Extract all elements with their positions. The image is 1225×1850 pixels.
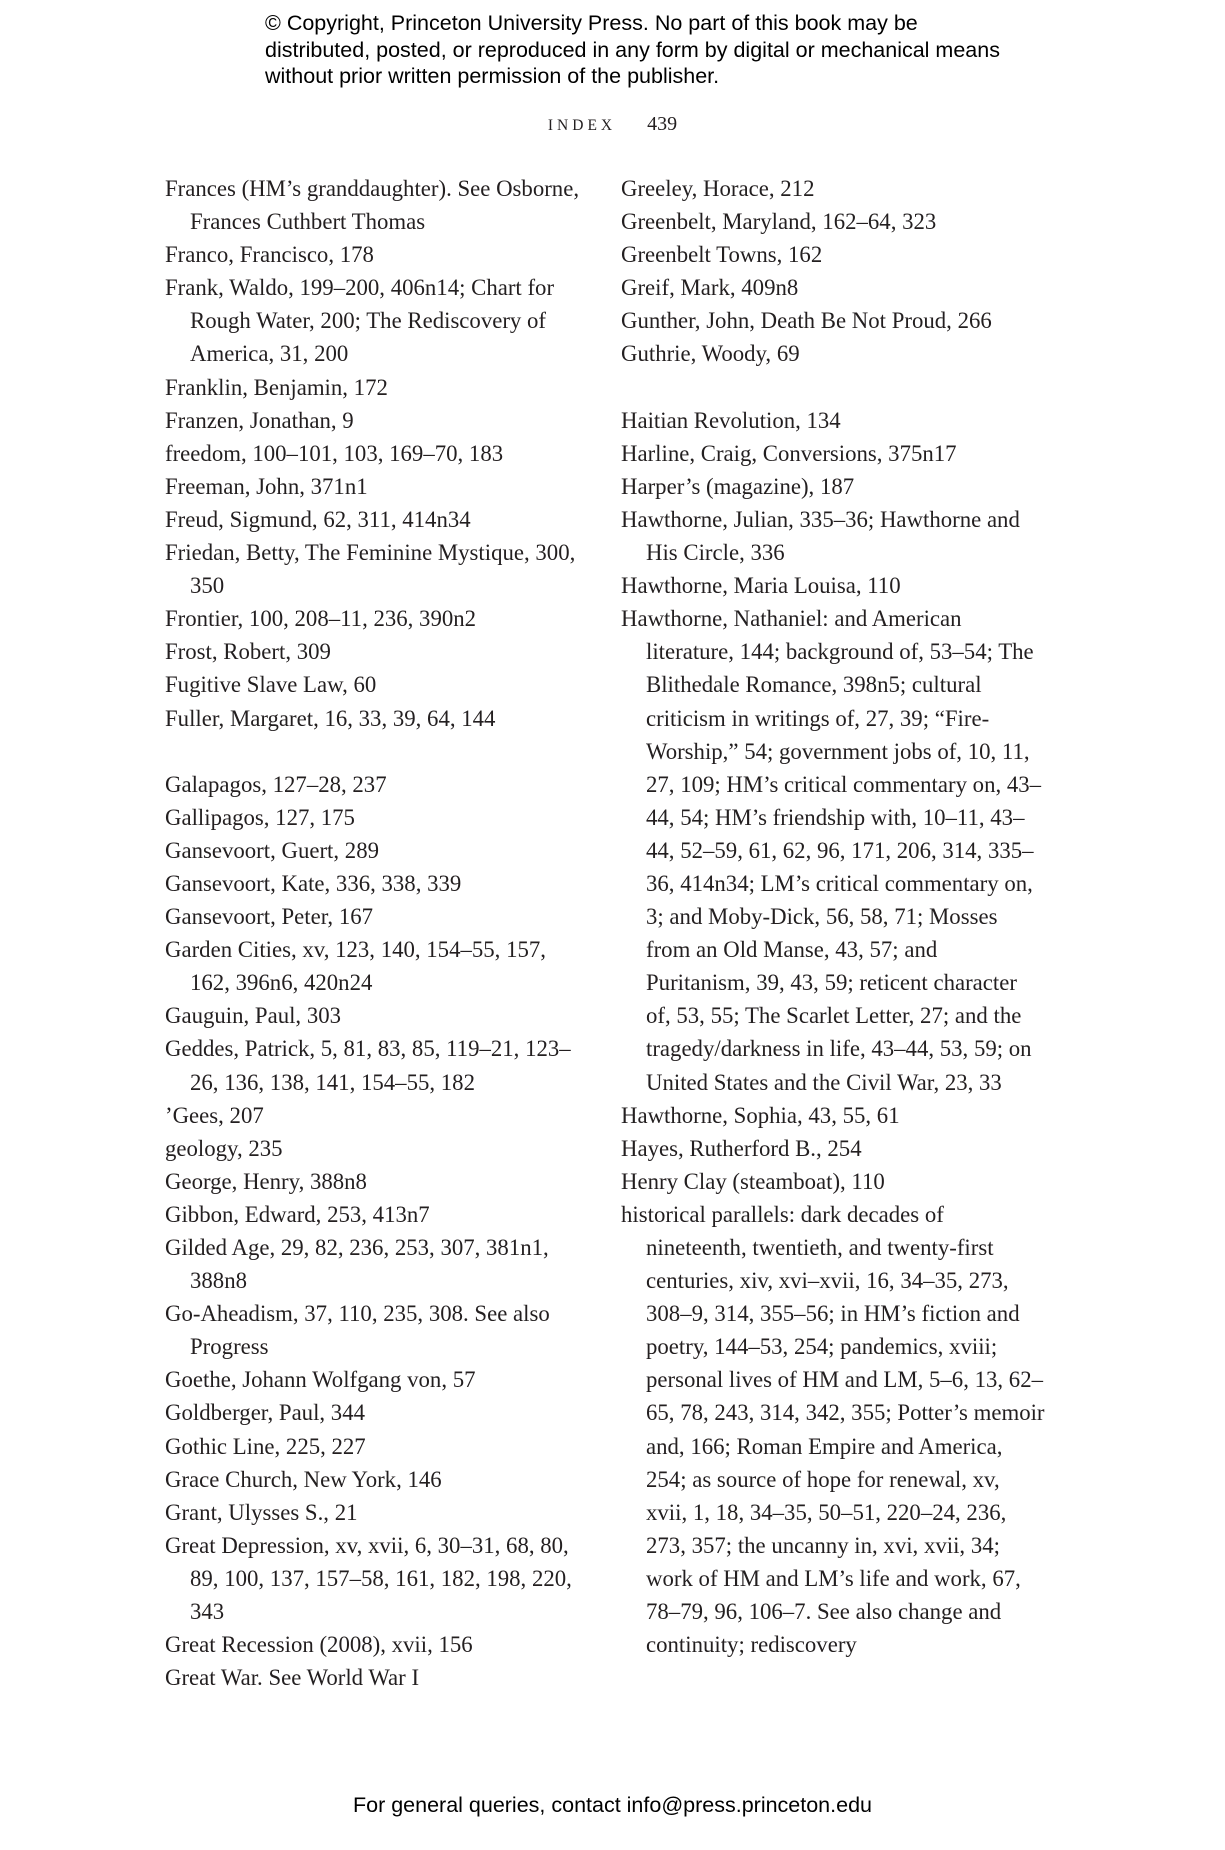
index-entry: Franco, Francisco, 178 [165, 242, 374, 268]
index-entry: Friedan, Betty, The Feminine Mystique, 300, 350 [165, 540, 576, 599]
index-entry: Geddes, Patrick, 5, 81, 83, 85, 119–21, 123–26, 136, 138, 141, 154–55, 182 [165, 1036, 571, 1095]
index-entry: Haitian Revolution, 134 [621, 407, 841, 433]
index-entry: Harline, Craig, Conversions, 375n17 [621, 440, 957, 466]
index-column-left [165, 172, 585, 1694]
index-entry: Greif, Mark, 409n8 [621, 275, 799, 301]
running-head [0, 113, 1225, 136]
letter-group-gap [621, 371, 1046, 404]
index-column-right [621, 172, 1046, 1661]
index-entry: Gunther, John, Death Be Not Proud, 266 [621, 308, 992, 334]
index-entry: Grant, Ulysses S., 21 [165, 1499, 358, 1525]
index-entry: Garden Cities, xv, 123, 140, 154–55, 157, 162, 396n6, 420n24 [165, 937, 546, 996]
index-entry: Gauguin, Paul, 303 [165, 1003, 342, 1029]
index-entry: Frost, Robert, 309 [165, 639, 331, 665]
index-entry: Fugitive Slave Law, 60 [165, 672, 377, 698]
copyright-notice: © Copyright, Princeton University Press. No part of this book may be distributed, posted, or reproduced in any form by digital or mechanical means without prior written permission of the publisher. [265, 11, 1000, 88]
index-entry: Gansevoort, Kate, 336, 338, 339 [165, 870, 462, 896]
letter-group-gap [165, 735, 585, 768]
index-entry: historical parallels: dark decades of nineteenth, twentieth, and twenty-first centuries, xiv, xvi–xvii, 16, 34–35, 273, 308–9, 314, 355–56; in HM’s fiction and poetry, 144–53, 254; pandemics, xviii; personal lives of HM and LM, 5–6, 13, 62–65, 78, 243, 314, 342, 355; Potter’s memoir and, 166; Roman Empire and America, 254; as source of hope for renewal, xv, xvii, 1, 18, 34–35, 50–51, 220–24, 236, 273, 357; the uncanny in, xvi, xvii, 34; work of HM and LM’s life and work, 67, 78–79, 96, 106–7. See also change and continuity; rediscovery [621, 1201, 1045, 1658]
index-entry: Harper’s (magazine), 187 [621, 473, 855, 499]
index-entry: Freud, Sigmund, 62, 311, 414n34 [165, 506, 471, 532]
index-entry: Greenbelt Towns, 162 [621, 242, 823, 268]
index-entry: Greeley, Horace, 212 [621, 176, 815, 201]
index-entry: Frances (HM’s granddaughter). See Osborne, Frances Cuthbert Thomas [165, 176, 580, 235]
index-entry: ’Gees, 207 [165, 1102, 264, 1128]
footer-contact: For general queries, contact info@press.princeton.edu [352, 1793, 872, 1817]
running-head-label: INDEX [547, 117, 617, 134]
index-entry: Galapagos, 127–28, 237 [165, 771, 387, 797]
index-entry: Goldberger, Paul, 344 [165, 1400, 366, 1426]
index-entry: Gansevoort, Peter, 167 [165, 904, 374, 930]
index-entry: Gallipagos, 127, 175 [165, 804, 355, 830]
index-entry: Great Recession (2008), xvii, 156 [165, 1632, 473, 1658]
index-entry: Frontier, 100, 208–11, 236, 390n2 [165, 606, 477, 632]
index-entry: Hawthorne, Julian, 335–36; Hawthorne and His Circle, 336 [621, 506, 1020, 566]
index-entry: freedom, 100–101, 103, 169–70, 183 [165, 440, 504, 466]
index-entry: Hawthorne, Maria Louisa, 110 [621, 573, 901, 599]
index-entry: Freeman, John, 371n1 [165, 473, 368, 499]
index-entry: Franklin, Benjamin, 172 [165, 374, 388, 400]
index-entry: Greenbelt, Maryland, 162–64, 323 [621, 209, 937, 235]
index-entry: Gothic Line, 225, 227 [165, 1433, 366, 1459]
index-entry: Hayes, Rutherford B., 254 [621, 1135, 862, 1161]
index-entry: Hawthorne, Sophia, 43, 55, 61 [621, 1102, 900, 1128]
index-entry: Henry Clay (steamboat), 110 [621, 1168, 885, 1194]
page-number: 439 [647, 113, 678, 135]
index-entry: Guthrie, Woody, 69 [621, 341, 800, 367]
index-entry: Goethe, Johann Wolfgang von, 57 [165, 1367, 476, 1393]
index-entry: Go-Aheadism, 37, 110, 235, 308. See also Progress [165, 1301, 550, 1360]
index-entry: geology, 235 [165, 1135, 283, 1161]
index-entry: Hawthorne, Nathaniel: and American literature, 144; background of, 53–54; The Blithedale Romance, 398n5; cultural criticism in writings of, 27, 39; “Fire-Worship,” 54; government jobs of, 10, 11, 27, 109; HM’s critical commentary on, 43–44, 54; HM’s friendship with, 10–11, 43–44, 52–59, 61, 62, 96, 171, 206, 314, 335–36, 414n34; LM’s critical commentary on, 3; and Moby-Dick, 56, 58, 71; Mosses from an Old Manse, 43, 57; and Puritanism, 39, 43, 59; reticent character of, 53, 55; The Scarlet Letter, 27; and the tragedy/darkness in life, 43–44, 53, 59; on United States and the Civil War, 23, 33 [621, 606, 1042, 1095]
index-entry: Grace Church, New York, 146 [165, 1466, 442, 1492]
index-entry: Fuller, Margaret, 16, 33, 39, 64, 144 [165, 705, 496, 731]
index-entry: Gibbon, Edward, 253, 413n7 [165, 1201, 430, 1227]
index-entry: Franzen, Jonathan, 9 [165, 407, 354, 433]
index-entry: Great Depression, xv, xvii, 6, 30–31, 68, 80, 89, 100, 137, 157–58, 161, 182, 198, 220, 343 [165, 1532, 572, 1625]
index-entry: Gansevoort, Guert, 289 [165, 837, 379, 863]
index-entry: George, Henry, 388n8 [165, 1168, 367, 1194]
index-entry: Gilded Age, 29, 82, 236, 253, 307, 381n1, 388n8 [165, 1235, 549, 1294]
index-entry: Frank, Waldo, 199–200, 406n14; Chart for Rough Water, 200; The Rediscovery of America, 31, 200 [165, 275, 555, 367]
index-entry: Great War. See World War I [165, 1665, 420, 1691]
